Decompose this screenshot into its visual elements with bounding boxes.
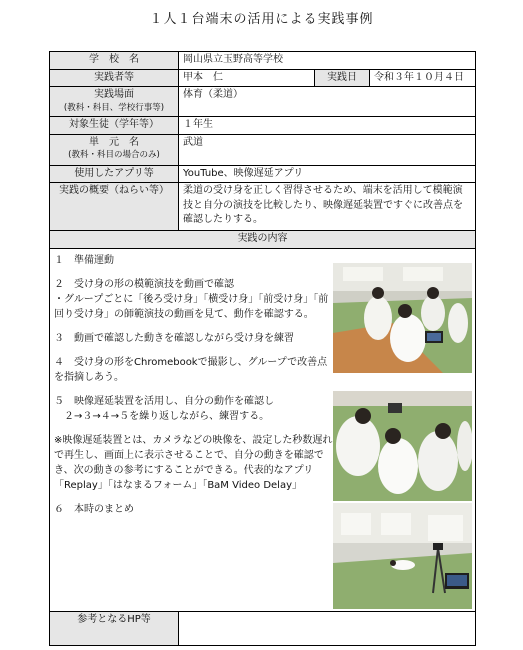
scene-sublabel: (教科・科目、学校行事等)	[63, 102, 165, 113]
unit-label-cell	[50, 134, 179, 165]
step-4: ４ 受け身の形をChromebookで撮影し、グループで改善点を指摘しあう。	[54, 356, 328, 383]
photo-video-delay-device	[333, 503, 472, 609]
school-label: 学 校 名	[50, 52, 179, 70]
unit-value: 武道	[179, 134, 476, 165]
apps-label: 使用したアプリ等	[50, 165, 179, 183]
apps-value: YouTube、映像遅延アプリ	[179, 165, 476, 183]
target-label: 対象生徒（学年等）	[50, 117, 179, 135]
date-label: 実践日	[315, 69, 370, 87]
overview-label: 実践の概要（ねらい等）	[50, 183, 179, 231]
step-5-body: ２→３→４→５を繰り返しながら、練習する。	[64, 410, 270, 422]
date-value: 令和３年１０月４日	[370, 69, 476, 87]
overview-value: 柔道の受け身を正しく習得させるため、端末を活用して模範演技と自分の演技を比較したり、映像遅延装置ですぐに改善点を確認したりする。	[179, 183, 476, 231]
scene-value: 体育（柔道）	[179, 87, 476, 117]
step-2-body: ・グループごとに「後ろ受け身」「横受け身」「前受け身」「前回り受け身」の師範演技の動画を見て、動作を確認する。	[54, 293, 329, 320]
target-value: １年生	[179, 117, 476, 135]
delay-device-note: ※映像遅延装置とは、カメラなどの映像を、設定した秒数遅れで再生し、画面上に表示させることで、自分の動きを確認でき、次の動きの参考にすることができる。代表的なアプリ「Replay」「はなまるフォーム」「BaM Video Delay」	[54, 434, 333, 491]
school-value: 岡山県立玉野高等学校	[179, 52, 476, 70]
step-6: ６ 本時のまとめ	[54, 503, 134, 515]
photo-students-filming	[333, 391, 472, 501]
scene-label: 実践場面	[94, 89, 134, 100]
teacher-label: 実践者等	[50, 69, 179, 87]
content-cell	[50, 248, 476, 611]
hp-value	[179, 611, 476, 645]
unit-sublabel: (教科・科目の場合のみ)	[68, 150, 160, 160]
unit-label: 単 元 名	[89, 136, 139, 148]
content-text	[54, 253, 334, 526]
hp-label: 参考となるHP等	[50, 611, 179, 645]
page-title: １人１台端末の活用による実践事例	[149, 12, 374, 27]
scene-label-cell	[50, 87, 179, 117]
step-2-title: ２ 受け身の形の模範演技を動画で確認	[54, 278, 234, 290]
photo-group-watching-laptop	[333, 263, 472, 373]
step-5-title: ５ 映像遅延装置を活用し、自分の動作を確認し	[54, 395, 274, 407]
practice-sheet	[49, 51, 476, 646]
step-2	[54, 277, 334, 322]
step-3: ３ 動画で確認した動きを確認しながら受け身を練習	[54, 332, 294, 344]
content-header: 実践の内容	[50, 231, 476, 249]
step-1: １ 準備運動	[54, 254, 114, 266]
step-5	[54, 394, 334, 424]
teacher-value: 甲本 仁	[179, 69, 315, 87]
